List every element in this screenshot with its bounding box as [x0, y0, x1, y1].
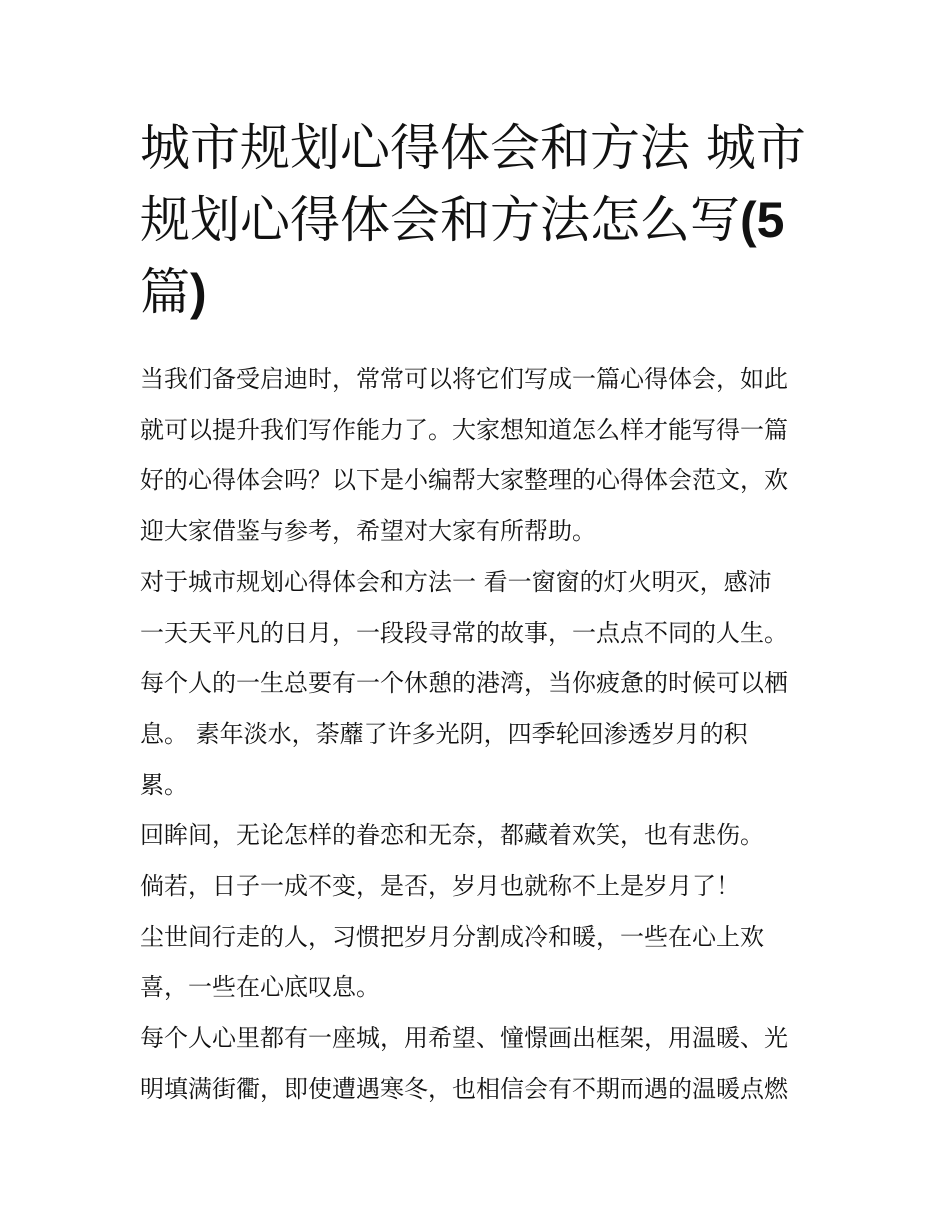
text-line: 息。 素年淡水，荼蘼了许多光阴，四季轮回渗透岁月的积: [140, 719, 748, 748]
document-body: [140, 354, 820, 1115]
title-line-1: 城市规划心得体会和方法 城市: [140, 119, 806, 177]
title-line-2-number: (5: [740, 192, 785, 248]
document-title: [140, 112, 820, 328]
title-line-2: [140, 184, 820, 256]
paragraph-3: [140, 861, 820, 912]
text-line: 一天天平凡的日月，一段段寻常的故事，一点点不同的人生。: [140, 618, 788, 647]
text-line: 当我们备受启迪时，常常可以将它们写成一篇心得体会，如此: [140, 365, 788, 393]
title-line-3-text: 篇: [140, 263, 190, 321]
paragraph-2: [140, 810, 820, 861]
text-line: 就可以提升我们写作能力了。大家想知道怎么样才能写得一篇: [140, 415, 788, 444]
paragraph-5: [140, 1013, 820, 1114]
text-line: 喜，一些在心底叹息。: [140, 973, 380, 1002]
title-line-3-paren: ): [190, 264, 207, 320]
text-line: 尘世间行走的人，习惯把岁月分割成冷和暖，一些在心上欢: [140, 922, 764, 951]
paragraph-intro: [140, 354, 820, 557]
text-line: 每个人心里都有一座城，用希望、憧憬画出框架，用温暖、光: [140, 1024, 788, 1053]
text-line: 倘若，日子一成不变，是否，岁月也就称不上是岁月了！: [140, 872, 740, 901]
title-line-3: [140, 256, 820, 328]
text-line: 每个人的一生总要有一个休憩的港湾，当你疲惫的时候可以栖: [140, 669, 788, 698]
paragraph-1: [140, 557, 820, 811]
paragraph-4: [140, 912, 820, 1013]
text-line: 累。: [140, 770, 188, 799]
title-line-2-text: 规划心得体会和方法怎么写: [140, 191, 740, 249]
text-line: 回眸间，无论怎样的眷恋和无奈，都藏着欢笑，也有悲伤。: [140, 821, 764, 850]
text-line: 对于城市规划心得体会和方法一 看一窗窗的灯火明灭，感沛: [140, 567, 772, 596]
text-line: 明填满街衢，即使遭遇寒冬，也相信会有不期而遇的温暖点燃: [140, 1074, 788, 1103]
text-line: 好的心得体会吗？以下是小编帮大家整理的心得体会范文，欢: [140, 466, 788, 495]
text-line: 迎大家借鉴与参考，希望对大家有所帮助。: [140, 517, 596, 546]
